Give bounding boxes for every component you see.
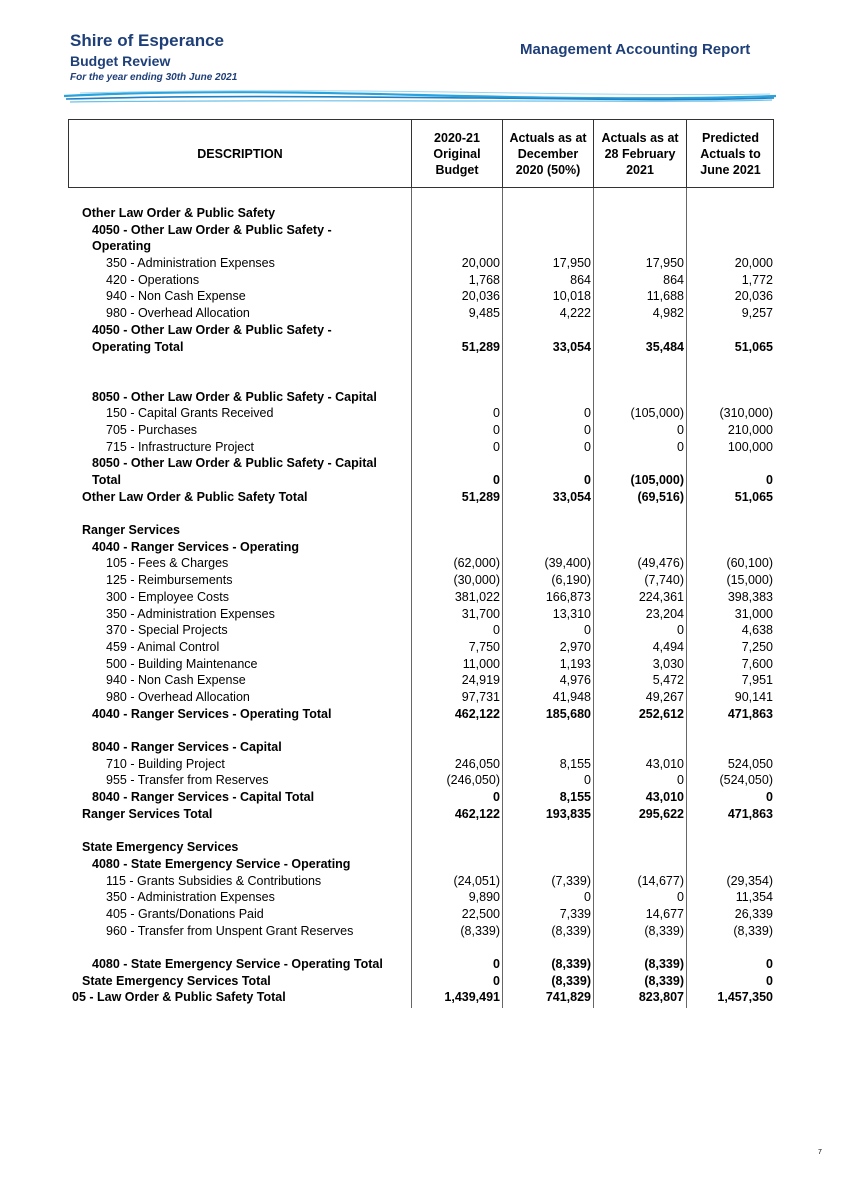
row-value: 7,600 — [741, 656, 773, 671]
row-value: 0 — [766, 790, 773, 805]
table-row — [68, 238, 775, 255]
row-value: 2,970 — [559, 639, 591, 654]
column-header-original-budget — [412, 120, 503, 187]
row-label: 125 - Reimbursements — [106, 573, 233, 588]
row-value: 9,485 — [468, 306, 500, 321]
row-value: (69,516) — [637, 489, 684, 504]
table-spacer-row — [68, 939, 775, 956]
row-value: (8,339) — [551, 973, 591, 988]
row-value: 0 — [493, 439, 500, 454]
row-label: 105 - Fees & Charges — [106, 556, 229, 571]
row-value: (6,190) — [551, 573, 591, 588]
table-row — [68, 973, 775, 990]
row-value: 51,065 — [734, 339, 773, 354]
row-label: 8040 - Ranger Services - Capital Total — [92, 790, 315, 805]
row-label: 710 - Building Project — [106, 756, 225, 771]
header-line: December — [517, 146, 579, 161]
row-value: 210,000 — [727, 422, 773, 437]
row-label: 150 - Capital Grants Received — [106, 406, 274, 421]
header-swoosh-decoration — [60, 86, 780, 110]
row-value: 1,193 — [559, 656, 591, 671]
row-label: 955 - Transfer from Reserves — [106, 773, 269, 788]
row-value: 462,122 — [454, 706, 500, 721]
table-row — [68, 672, 775, 689]
row-value: (15,000) — [726, 573, 773, 588]
row-value: 185,680 — [545, 706, 591, 721]
row-value: 7,750 — [468, 639, 500, 654]
table-row — [68, 272, 775, 289]
table-spacer-row — [68, 505, 775, 522]
row-label: 405 - Grants/Donations Paid — [106, 906, 264, 921]
organisation-name: Shire of Esperance — [70, 31, 225, 50]
row-label: Total — [92, 473, 121, 487]
header-line: Actuals as at — [509, 130, 587, 145]
row-label: 115 - Grants Subsidies & Contributions — [106, 873, 322, 888]
row-value: 17,950 — [552, 256, 591, 271]
table-row — [68, 255, 775, 272]
row-value: (310,000) — [719, 406, 773, 421]
row-value: 1,457,350 — [717, 990, 773, 1005]
row-value: 0 — [493, 422, 500, 437]
row-value: 0 — [493, 623, 500, 638]
row-value: 13,310 — [552, 606, 591, 621]
row-label: 8050 - Other Law Order & Public Safety - Capital — [92, 456, 377, 471]
table-row — [68, 789, 775, 806]
row-value: 33,054 — [552, 489, 591, 504]
row-value: (7,740) — [644, 573, 684, 588]
table-row — [68, 305, 775, 322]
header-line: Predicted — [702, 130, 759, 145]
row-value: 51,289 — [461, 489, 500, 504]
row-value: 0 — [766, 956, 773, 971]
row-label: 940 - Non Cash Expense — [106, 289, 246, 304]
row-value: 1,439,491 — [444, 990, 500, 1005]
table-body — [68, 205, 775, 1006]
table-row — [68, 622, 775, 639]
table-spacer-row — [68, 722, 775, 739]
header-line: 2020-21 — [434, 130, 480, 145]
table-row — [68, 439, 775, 456]
row-value: 471,863 — [727, 806, 773, 821]
row-label: 420 - Operations — [106, 272, 200, 287]
row-value: 26,339 — [734, 906, 773, 921]
row-value: 7,339 — [559, 906, 591, 921]
row-label: 350 - Administration Expenses — [106, 256, 275, 271]
row-value: 23,204 — [645, 606, 684, 621]
row-value: 33,054 — [552, 339, 591, 354]
table-row — [68, 606, 775, 623]
header-line: Original — [433, 146, 481, 161]
row-label: 715 - Infrastructure Project — [106, 439, 254, 454]
row-label: 300 - Employee Costs — [106, 589, 229, 604]
row-label: 350 - Administration Expenses — [106, 890, 275, 905]
row-value: 0 — [677, 439, 684, 454]
table-row — [68, 856, 775, 873]
row-value: 20,036 — [734, 289, 773, 304]
row-value: 0 — [766, 973, 773, 988]
row-value: (7,339) — [551, 873, 591, 888]
row-value: 864 — [663, 272, 684, 287]
row-value: (246,050) — [446, 773, 500, 788]
row-value: 246,050 — [454, 756, 500, 771]
row-value: (8,339) — [551, 923, 591, 938]
row-value: (8,339) — [460, 923, 500, 938]
row-value: 17,950 — [645, 256, 684, 271]
row-label: 500 - Building Maintenance — [106, 656, 258, 671]
row-value: 43,010 — [645, 790, 684, 805]
row-value: 10,018 — [552, 289, 591, 304]
table-row — [68, 989, 775, 1006]
row-value: (29,354) — [726, 873, 773, 888]
table-row — [68, 806, 775, 823]
row-value: (62,000) — [453, 556, 500, 571]
row-value: 20,000 — [734, 256, 773, 271]
row-value: 471,863 — [727, 706, 773, 721]
row-value: 3,030 — [652, 656, 684, 671]
row-value: 9,257 — [741, 306, 773, 321]
row-label: 960 - Transfer from Unspent Grant Reserves — [106, 923, 354, 938]
table-row — [68, 572, 775, 589]
column-header-predicted-actuals — [687, 120, 774, 187]
row-value: 51,289 — [461, 339, 500, 354]
row-label: 4080 - State Emergency Service - Operating Total — [92, 956, 383, 971]
table-row — [68, 689, 775, 706]
table-spacer-row — [68, 822, 775, 839]
page-number: 7 — [818, 1149, 822, 1156]
table-row — [68, 589, 775, 606]
row-label: Other Law Order & Public Safety Total — [82, 489, 308, 504]
row-value: 35,484 — [645, 339, 684, 354]
row-value: 0 — [766, 473, 773, 487]
row-value: (8,339) — [644, 956, 684, 971]
header-line: Actuals to — [700, 146, 761, 161]
row-label: 705 - Purchases — [106, 422, 198, 437]
row-value: (30,000) — [453, 573, 500, 588]
row-value: 462,122 — [454, 806, 500, 821]
row-value: 4,222 — [559, 306, 591, 321]
row-label: State Emergency Services — [82, 840, 239, 855]
column-header-description: DESCRIPTION — [69, 120, 412, 187]
row-label: 940 - Non Cash Expense — [106, 673, 246, 688]
table-row — [68, 389, 775, 406]
table-row — [68, 539, 775, 556]
row-value: 8,155 — [559, 790, 591, 805]
row-value: 0 — [584, 439, 591, 454]
row-value: 7,951 — [741, 673, 773, 688]
row-value: 0 — [493, 473, 500, 487]
row-value: 524,050 — [727, 756, 773, 771]
row-label: 980 - Overhead Allocation — [106, 306, 250, 321]
row-value: (39,400) — [544, 556, 591, 571]
row-value: (8,339) — [733, 923, 773, 938]
report-title: Management Accounting Report — [520, 41, 751, 58]
table-row — [68, 889, 775, 906]
row-value: (8,339) — [644, 973, 684, 988]
table-row — [68, 756, 775, 773]
row-value: 97,731 — [461, 689, 500, 704]
row-label: 4080 - State Emergency Service - Operating — [92, 856, 351, 871]
row-value: 823,807 — [638, 990, 684, 1005]
row-value: 166,873 — [545, 589, 591, 604]
table-row — [68, 906, 775, 923]
row-value: 41,948 — [552, 689, 591, 704]
row-value: 398,383 — [727, 589, 773, 604]
row-value: 0 — [677, 623, 684, 638]
row-value: 0 — [584, 623, 591, 638]
row-value: 0 — [493, 790, 500, 805]
row-value: 4,976 — [559, 673, 591, 688]
report-subtitle: Budget Review — [70, 53, 171, 69]
row-value: 741,829 — [545, 990, 591, 1005]
row-value: (105,000) — [630, 406, 684, 421]
row-value: 11,688 — [646, 289, 684, 304]
row-value: 31,700 — [461, 606, 500, 621]
row-label: 8050 - Other Law Order & Public Safety - Capital — [92, 389, 377, 404]
row-value: 49,267 — [645, 689, 684, 704]
row-value: (24,051) — [453, 873, 500, 888]
row-value: 0 — [493, 956, 500, 971]
table-row — [68, 706, 775, 723]
row-value: 0 — [493, 406, 500, 421]
row-value: 4,494 — [652, 639, 684, 654]
row-value: 31,000 — [734, 606, 773, 621]
row-value: 7,250 — [741, 639, 773, 654]
row-value: 20,036 — [461, 289, 500, 304]
row-value: (60,100) — [726, 556, 773, 571]
row-value: (105,000) — [630, 473, 684, 487]
row-value: (14,677) — [637, 873, 684, 888]
table-row — [68, 639, 775, 656]
row-value: 4,638 — [741, 623, 773, 638]
budget-table — [68, 119, 775, 1009]
row-value: 4,982 — [652, 306, 684, 321]
table-row — [68, 489, 775, 506]
row-value: 224,361 — [638, 589, 684, 604]
table-row — [68, 322, 775, 339]
row-label: 4040 - Ranger Services - Operating Total — [92, 706, 332, 721]
row-value: 0 — [677, 890, 684, 905]
table-row — [68, 656, 775, 673]
table-header — [68, 119, 774, 188]
table-row — [68, 873, 775, 890]
row-label: 4050 - Other Law Order & Public Safety - — [92, 322, 332, 337]
row-value: 14,677 — [645, 906, 684, 921]
column-header-actuals-february — [594, 120, 687, 187]
row-value: 0 — [584, 422, 591, 437]
row-value: 0 — [493, 973, 500, 988]
table-row — [68, 956, 775, 973]
table-spacer-row — [68, 372, 775, 389]
table-row — [68, 472, 775, 489]
row-value: 43,010 — [645, 756, 684, 771]
row-value: 381,022 — [454, 589, 500, 604]
row-value: 864 — [570, 272, 591, 287]
row-value: 0 — [584, 773, 591, 788]
table-row — [68, 923, 775, 940]
row-value: 11,000 — [462, 656, 500, 671]
row-label: 459 - Animal Control — [106, 639, 220, 654]
row-label: 05 - Law Order & Public Safety Total — [72, 990, 286, 1005]
row-label: State Emergency Services Total — [82, 973, 271, 988]
row-value: 22,500 — [461, 906, 500, 921]
header-line: 2020 (50%) — [515, 162, 581, 177]
table-row — [68, 222, 775, 239]
header-line: 28 February — [604, 146, 676, 161]
row-value: 51,065 — [734, 489, 773, 504]
header-line: Actuals as at — [601, 130, 679, 145]
row-value: 0 — [584, 890, 591, 905]
row-value: 9,890 — [468, 890, 500, 905]
row-value: (524,050) — [719, 773, 773, 788]
table-row — [68, 339, 775, 356]
row-label: 4050 - Other Law Order & Public Safety - — [92, 222, 332, 237]
table-row — [68, 772, 775, 789]
row-value: 0 — [677, 422, 684, 437]
table-row — [68, 739, 775, 756]
row-value: 1,772 — [741, 272, 773, 287]
row-value: 24,919 — [461, 673, 500, 688]
row-value: 20,000 — [461, 256, 500, 271]
row-value: 193,835 — [545, 806, 591, 821]
table-row — [68, 205, 775, 222]
row-value: (49,476) — [637, 556, 684, 571]
table-row — [68, 405, 775, 422]
header-line: June 2021 — [700, 162, 761, 177]
row-label: Ranger Services Total — [82, 806, 213, 821]
table-row — [68, 555, 775, 572]
header-line: 2021 — [626, 162, 654, 177]
row-value: 295,622 — [638, 806, 684, 821]
row-label: Operating — [92, 239, 152, 254]
table-row — [68, 455, 775, 472]
row-label: 350 - Administration Expenses — [106, 606, 275, 621]
row-label: 980 - Overhead Allocation — [106, 689, 250, 704]
table-row — [68, 288, 775, 305]
row-value: 100,000 — [727, 439, 773, 454]
header-line: Budget — [435, 162, 479, 177]
row-value: 11,354 — [735, 890, 773, 905]
row-label: 370 - Special Projects — [106, 623, 228, 638]
row-label: 4040 - Ranger Services - Operating — [92, 539, 300, 554]
row-value: 1,768 — [468, 272, 500, 287]
row-label: Ranger Services — [82, 523, 180, 538]
column-header-actuals-december — [503, 120, 594, 187]
table-row — [68, 422, 775, 439]
row-value: 0 — [677, 773, 684, 788]
row-value: (8,339) — [644, 923, 684, 938]
row-value: 90,141 — [734, 689, 773, 704]
row-value: (8,339) — [551, 956, 591, 971]
table-row — [68, 522, 775, 539]
row-value: 5,472 — [652, 673, 684, 688]
row-value: 0 — [584, 406, 591, 421]
table-spacer-row — [68, 355, 775, 372]
row-value: 8,155 — [559, 756, 591, 771]
row-label: Operating Total — [92, 339, 184, 354]
table-row — [68, 839, 775, 856]
report-period: For the year ending 30th June 2021 — [70, 72, 238, 83]
row-label: Other Law Order & Public Safety — [82, 206, 276, 220]
row-value: 252,612 — [638, 706, 684, 721]
row-label: 8040 - Ranger Services - Capital — [92, 740, 282, 754]
row-value: 0 — [584, 473, 591, 487]
